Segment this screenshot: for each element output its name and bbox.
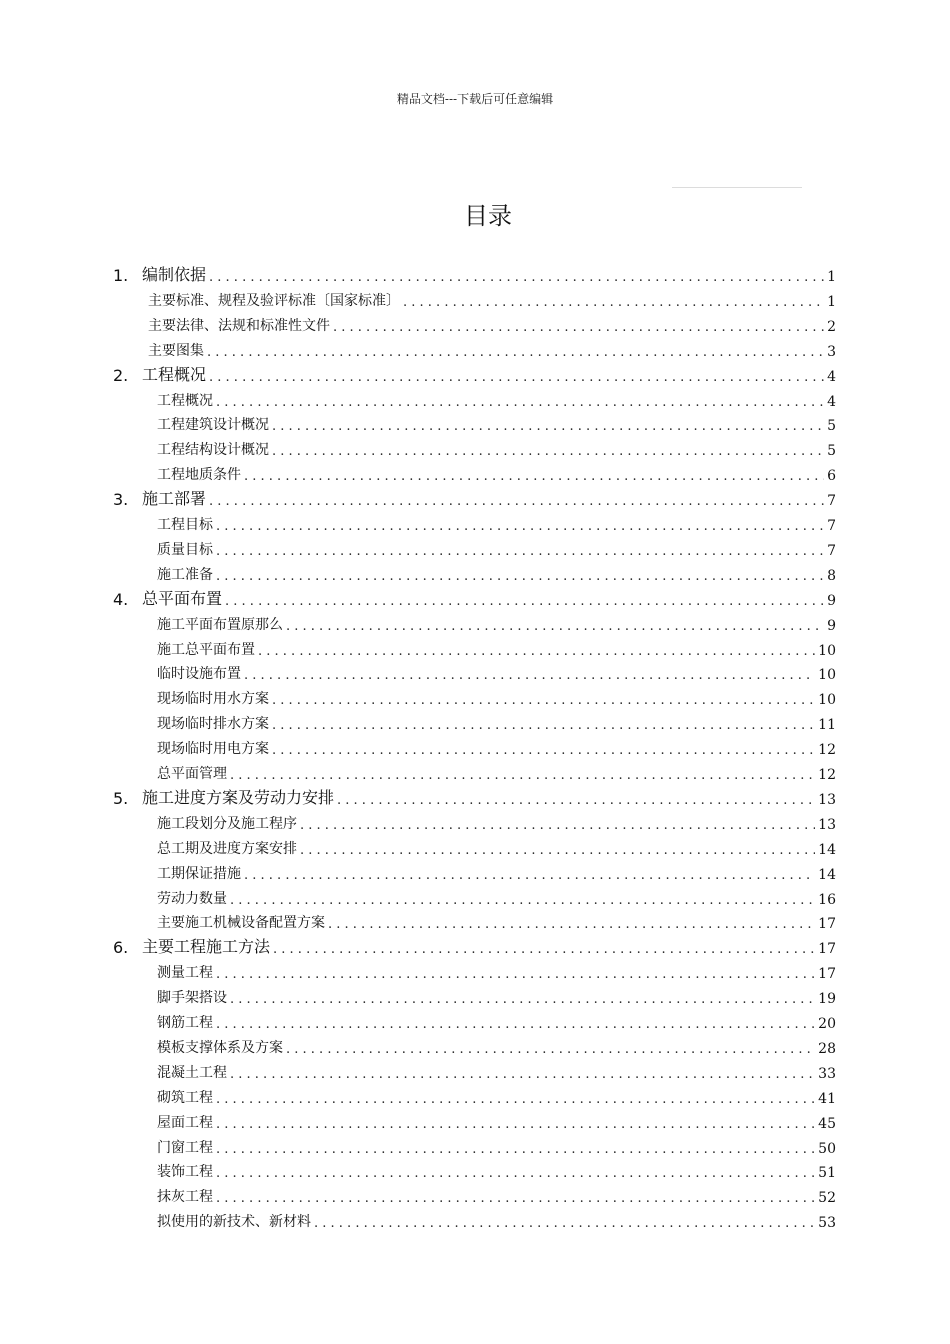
- dot-leader: [328, 918, 815, 932]
- toc-section-entry[interactable]: [157, 958, 836, 982]
- toc-chapter-entry[interactable]: [113, 261, 836, 285]
- toc-entry-label: 总平面管理: [157, 766, 227, 782]
- toc-entry-label: 工期保证措施: [157, 865, 241, 882]
- toc-page-number: 6: [827, 468, 836, 485]
- toc-section-entry[interactable]: [157, 1182, 836, 1206]
- toc-page-number: 52: [818, 1190, 836, 1207]
- dot-leader: [216, 1143, 815, 1157]
- toc-page-number: 17: [818, 966, 836, 983]
- toc-chapter-entry[interactable]: [113, 933, 836, 958]
- toc-entry-label: 钢筋工程: [157, 1015, 213, 1031]
- toc-page-number: 4: [827, 368, 836, 385]
- toc-section-entry[interactable]: [157, 983, 836, 1007]
- toc-section-entry[interactable]: [157, 1133, 836, 1157]
- dot-leader: [216, 1093, 815, 1107]
- toc-chapter-number: 4.: [113, 589, 129, 609]
- toc-entry-label: 工程概况: [157, 392, 213, 409]
- dot-leader: [314, 1217, 815, 1231]
- dot-leader: [216, 545, 824, 559]
- dot-leader: [333, 321, 824, 335]
- dot-leader: [244, 869, 815, 883]
- dot-leader: [209, 371, 824, 385]
- toc-page-number: 9: [827, 592, 836, 609]
- dot-leader: [300, 844, 815, 858]
- toc-entry-label: 拟使用的新技术、新材料: [157, 1214, 311, 1231]
- toc-page-number: 10: [818, 692, 836, 709]
- toc-page-number: 5: [827, 418, 836, 435]
- toc-page-number: 28: [818, 1040, 836, 1057]
- toc-entry-label: 主要标准、规程及验评标准〔国家标准〕: [148, 292, 400, 309]
- toc-entry-label: 现场临时排水方案: [157, 716, 269, 733]
- toc-section-entry[interactable]: [157, 1058, 836, 1082]
- dot-leader: [207, 346, 824, 360]
- toc-page-number: 4: [827, 393, 836, 410]
- toc-chapter-entry[interactable]: [113, 485, 836, 510]
- toc-entry-label: 主要法律、法规和标准性文件: [148, 317, 330, 334]
- dot-leader: [216, 1118, 815, 1132]
- toc-section-entry[interactable]: [157, 659, 836, 683]
- toc-entry-label: 主要图集: [148, 342, 204, 359]
- toc-section-entry[interactable]: [157, 1207, 836, 1231]
- toc-entry-label: 施工平面布置原那么: [157, 616, 283, 633]
- toc-entry-label: 主要工程施工方法: [142, 937, 271, 957]
- toc-page-number: 11: [818, 717, 836, 734]
- dot-leader: [209, 271, 824, 285]
- dot-leader: [272, 445, 824, 459]
- toc-page-number: 33: [818, 1065, 836, 1082]
- toc-section-entry[interactable]: [157, 560, 836, 584]
- toc-page-number: 19: [818, 991, 836, 1008]
- toc-page-number: 50: [818, 1140, 836, 1157]
- dot-leader: [272, 719, 815, 733]
- toc-entry-label: 工程结构设计概况: [157, 442, 269, 459]
- toc-section-entry[interactable]: [157, 834, 836, 858]
- dot-leader: [244, 470, 824, 484]
- toc-section-entry[interactable]: [148, 311, 836, 335]
- toc-entry-label: 脚手架搭设: [157, 990, 227, 1007]
- toc-page-number: 13: [818, 816, 836, 833]
- toc-section-entry[interactable]: [157, 460, 836, 484]
- toc-page-number: 13: [818, 791, 836, 808]
- toc-entry-label: 门窗工程: [157, 1139, 213, 1156]
- toc-chapter-entry[interactable]: [113, 784, 836, 808]
- toc-entry-label: 装饰工程: [157, 1164, 213, 1181]
- toc-section-entry[interactable]: [157, 709, 836, 733]
- toc-page-number: 9: [827, 617, 836, 634]
- toc-page-number: 7: [827, 518, 836, 534]
- toc-entry-label: 现场临时用电方案: [157, 741, 269, 758]
- dot-leader: [216, 1018, 815, 1032]
- dot-leader: [286, 620, 824, 634]
- toc-section-entry[interactable]: [157, 610, 836, 634]
- toc-entry-label: 混凝土工程: [157, 1064, 227, 1081]
- toc-entry-label: 主要施工机械设备配置方案: [157, 915, 325, 932]
- dot-leader: [216, 1167, 815, 1181]
- toc-section-entry[interactable]: [157, 1157, 836, 1181]
- dot-leader: [209, 495, 824, 509]
- dot-leader: [337, 794, 815, 808]
- toc-page-number: 2: [827, 318, 836, 335]
- toc-page-number: 3: [827, 343, 836, 360]
- toc-page-number: 8: [827, 567, 836, 584]
- toc-chapter-number: 5.: [113, 788, 129, 808]
- toc-section-entry[interactable]: [157, 908, 836, 932]
- toc-entry-label: 劳动力数量: [157, 890, 227, 907]
- dot-leader: [216, 570, 824, 584]
- toc-page-number: 45: [818, 1115, 836, 1132]
- toc-page-number: 17: [818, 916, 836, 933]
- toc-entry-label: 施工进度方案及劳动力安排: [142, 787, 335, 807]
- toc-chapter-number: 1.: [113, 266, 129, 285]
- toc-page-number: 20: [818, 1016, 836, 1032]
- toc-section-entry[interactable]: [157, 1033, 836, 1057]
- toc-entry-label: 屋面工程: [157, 1114, 213, 1131]
- dot-leader: [273, 943, 815, 957]
- toc-entry-label: 总平面布置: [142, 588, 223, 608]
- toc-entry-label: 临时设施布置: [157, 666, 241, 683]
- toc-entry-label: 质量目标: [157, 541, 213, 558]
- toc-entry-label: 施工准备: [157, 566, 213, 583]
- toc-section-entry[interactable]: [157, 386, 836, 410]
- toc-page-number: 41: [818, 1090, 836, 1107]
- toc-section-entry[interactable]: [148, 336, 836, 360]
- toc-entry-label: 测量工程: [157, 965, 213, 982]
- toc-page-number: 14: [818, 841, 836, 858]
- dot-leader: [216, 968, 815, 982]
- toc-page-number: 51: [818, 1165, 836, 1182]
- toc-section-entry[interactable]: [157, 510, 836, 534]
- toc-entry-label: 模板支撑体系及方案: [157, 1039, 283, 1056]
- toc-page-number: 10: [818, 642, 836, 659]
- toc-section-entry[interactable]: [157, 884, 836, 908]
- toc-page-number: 17: [818, 941, 836, 958]
- toc-chapter-entry[interactable]: [113, 585, 836, 609]
- toc-section-entry[interactable]: [157, 635, 836, 659]
- toc-section-entry[interactable]: [157, 435, 836, 459]
- toc-section-entry[interactable]: [157, 410, 836, 434]
- toc-entry-label: 工程地质条件: [157, 467, 241, 484]
- toc-entry-label: 工程目标: [157, 517, 213, 533]
- toc-chapter-entry[interactable]: [113, 361, 836, 385]
- toc-page-number: 7: [827, 542, 836, 559]
- dot-leader: [258, 645, 815, 659]
- dot-leader: [216, 1192, 815, 1206]
- toc-entry-label: 编制依据: [142, 265, 207, 284]
- toc-section-entry[interactable]: [157, 1083, 836, 1107]
- toc-section-entry[interactable]: [157, 684, 836, 708]
- toc-section-entry[interactable]: [157, 535, 836, 559]
- toc-page-number: 5: [827, 443, 836, 460]
- dot-leader: [230, 769, 815, 783]
- dot-leader: [216, 520, 824, 534]
- toc-section-entry[interactable]: [148, 286, 836, 310]
- toc-chapter-number: 6.: [113, 938, 129, 958]
- header-rule: [672, 187, 802, 188]
- toc-page-number: 7: [827, 493, 836, 510]
- toc-page-number: 53: [818, 1215, 836, 1232]
- toc-section-entry[interactable]: [157, 809, 836, 833]
- dot-leader: [230, 894, 815, 908]
- toc-page-number: 1: [827, 293, 836, 310]
- dot-leader: [272, 420, 824, 434]
- toc-section-entry[interactable]: [157, 759, 836, 783]
- dot-leader: [286, 1043, 815, 1057]
- toc-page-number: 1: [827, 269, 836, 285]
- toc-page-number: 10: [818, 667, 836, 684]
- toc-entry-label: 现场临时用水方案: [157, 691, 269, 708]
- dot-leader: [230, 1068, 815, 1082]
- toc-entry-label: 砌筑工程: [157, 1089, 213, 1106]
- toc-entry-label: 施工部署: [142, 489, 207, 509]
- toc-entry-label: 抹灰工程: [157, 1189, 213, 1206]
- toc-section-entry[interactable]: [157, 1108, 836, 1132]
- dot-leader: [403, 296, 824, 310]
- toc-entry-label: 工程建筑设计概况: [157, 417, 269, 434]
- dot-leader: [272, 744, 815, 758]
- dot-leader: [272, 694, 815, 708]
- page-title: 目录: [464, 202, 512, 230]
- toc-page-number: 12: [818, 767, 836, 783]
- toc-page-number: 12: [818, 742, 836, 759]
- dot-leader: [244, 669, 815, 683]
- toc-section-entry[interactable]: [157, 859, 836, 883]
- toc-section-entry[interactable]: [157, 1008, 836, 1032]
- toc-entry-label: 施工总平面布置: [157, 641, 255, 658]
- toc-entry-label: 工程概况: [142, 364, 207, 384]
- toc-page-number: 16: [818, 891, 836, 908]
- toc-chapter-number: 2.: [113, 365, 129, 385]
- page-header: 精品文档---下载后可任意编辑: [396, 92, 554, 106]
- toc-section-entry[interactable]: [157, 734, 836, 758]
- dot-leader: [230, 993, 815, 1007]
- toc-chapter-number: 3.: [113, 490, 129, 510]
- toc-entry-label: 施工段划分及施工程序: [157, 815, 297, 832]
- dot-leader: [300, 819, 815, 833]
- toc-page-number: 14: [818, 866, 836, 883]
- toc-entry-label: 总工期及进度方案安排: [157, 840, 297, 857]
- dot-leader: [216, 396, 824, 410]
- dot-leader: [225, 595, 824, 609]
